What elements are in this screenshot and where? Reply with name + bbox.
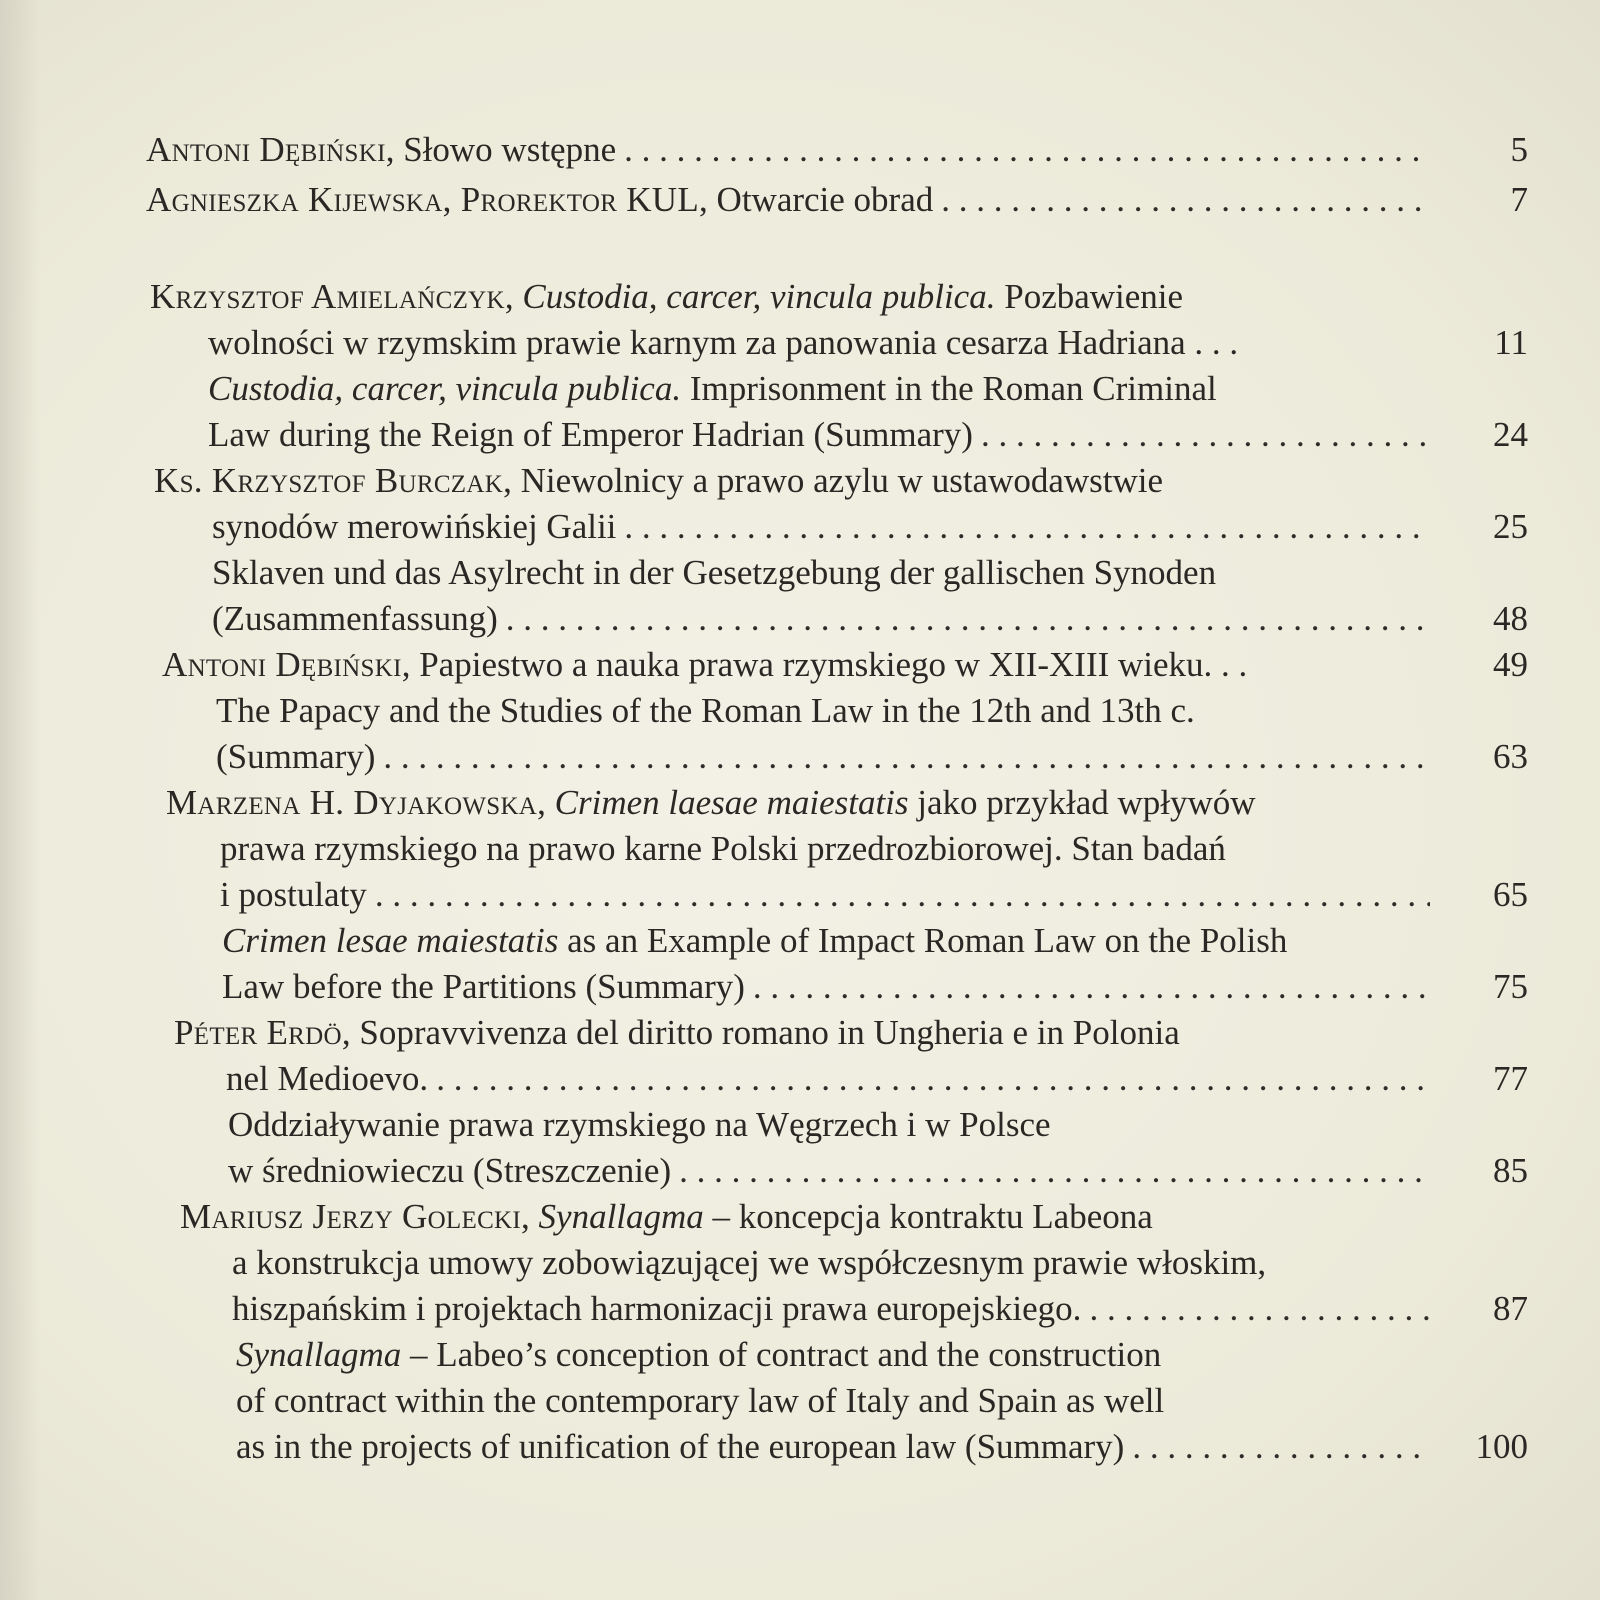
- author-name: Péter Erdö: [174, 1013, 342, 1052]
- toc-entry-heading: Mariusz Jerzy Golecki, Synallagma – koncepcja kontraktu Labeona: [180, 1197, 1153, 1236]
- page-number: 5: [1510, 130, 1528, 169]
- dot-leader: [624, 128, 1430, 172]
- entry-title: i postulaty: [220, 875, 367, 914]
- summary-title: as an Example of Impact Roman Law on the Polish: [567, 921, 1288, 960]
- toc-entry-line: [232, 1241, 1266, 1285]
- page-number: 48: [1493, 599, 1528, 638]
- toc-summary: [216, 735, 1528, 779]
- toc-entry-heading: Péter Erdö, Sopravvivenza del diritto romano in Ungheria e in Polonia: [174, 1013, 1180, 1052]
- toc-entry-text: Antoni Dębiński, Papiestwo a nauka prawa rzymskiego w XII-XIII wieku. . .: [162, 645, 1248, 684]
- entry-title: Sopravvivenza del diritto romano in Ungheria e in Polonia: [359, 1013, 1180, 1052]
- entry-title: synodów merowińskiej Galii: [212, 507, 617, 546]
- summary-title-italic: Crimen lesae maiestatis: [222, 921, 559, 960]
- summary-title: Law before the Partitions (Summary): [222, 967, 745, 1006]
- toc-entry-text: Agnieszka Kijewska, Prorektor KUL, Otwarcie obrad: [146, 180, 934, 219]
- toc-entry-line: [220, 827, 1226, 871]
- summary-title-italic: Synallagma: [236, 1335, 402, 1374]
- entry-title: jako przykład wpływów: [917, 783, 1256, 822]
- toc-entry: [220, 873, 1528, 917]
- dot-leader: [679, 1149, 1430, 1193]
- summary-title: (Zusammenfassung): [212, 599, 498, 638]
- entry-title: prawa rzymskiego na prawo karne Polski przedrozbiorowej. Stan badań: [220, 829, 1226, 868]
- summary-title: Sklaven und das Asylrecht in der Gesetzgebung der gallischen Synoden: [212, 553, 1217, 592]
- author-name: Antoni Dębiński: [146, 130, 386, 169]
- toc-summary: [212, 597, 1528, 641]
- page-number: 100: [1475, 1427, 1528, 1466]
- page-number: 63: [1493, 737, 1528, 776]
- page-number: 24: [1493, 415, 1528, 454]
- toc-entry: [232, 1287, 1528, 1331]
- toc-summary: [222, 965, 1528, 1009]
- toc-summary-heading: [228, 1103, 1051, 1147]
- entry-title-italic: Crimen laesae maiestatis: [554, 783, 909, 822]
- toc-summary-heading: [236, 1333, 1161, 1377]
- page-number: 25: [1493, 507, 1528, 546]
- entry-title: a konstrukcja umowy zobowiązującej we współczesnym prawie włoskim,: [232, 1243, 1267, 1282]
- author-name: Krzysztof Amielańczyk: [150, 277, 505, 316]
- author-name: Marzena H. Dyjakowska: [166, 783, 538, 822]
- summary-title: w średniowieczu (Streszczenie): [228, 1151, 672, 1190]
- entry-title: wolności w rzymskim prawie karnym za panowania cesarza Hadriana . . .: [208, 323, 1239, 362]
- dot-leader: [981, 413, 1430, 457]
- toc-entry-heading: Marzena H. Dyjakowska, Crimen laesae maiestatis jako przykład wpływów: [166, 783, 1256, 822]
- toc-summary-heading: [208, 367, 1217, 411]
- toc-summary-heading: [216, 689, 1195, 733]
- entry-title: Pozbawienie: [1004, 277, 1184, 316]
- page-number: 75: [1493, 967, 1528, 1006]
- dot-leader: [1132, 1425, 1430, 1469]
- dot-leader: [1089, 1287, 1430, 1331]
- entry-title: hiszpańskim i projektach harmonizacji prawa europejskiego.: [232, 1289, 1082, 1328]
- dot-leader: [383, 735, 1430, 779]
- entry-title-italic: Synallagma: [538, 1197, 704, 1236]
- toc-summary-line: [236, 1379, 1164, 1423]
- page-number: 11: [1494, 323, 1528, 362]
- toc-summary: [236, 1425, 1528, 1469]
- toc-summary-heading: [212, 551, 1216, 595]
- page-number: 77: [1493, 1059, 1528, 1098]
- entry-title: Słowo wstępne: [403, 130, 617, 169]
- dot-leader: [624, 505, 1430, 549]
- entry-title: Papiestwo a nauka prawa rzymskiego w XII-XIII wieku. . .: [419, 645, 1248, 684]
- summary-title: Imprisonment in the Roman Criminal: [689, 369, 1217, 408]
- summary-title: as in the projects of unification of the european law (Summary): [236, 1427, 1125, 1466]
- summary-title: (Summary): [216, 737, 376, 776]
- entry-title: Otwarcie obrad: [716, 180, 934, 219]
- toc-summary: [228, 1149, 1528, 1193]
- toc-entry: [208, 321, 1528, 365]
- summary-title: of contract within the contemporary law of Italy and Spain as well: [236, 1381, 1165, 1420]
- toc-entry: [146, 178, 1528, 222]
- author-name: Mariusz Jerzy Golecki: [180, 1197, 522, 1236]
- toc-entry-heading: Krzysztof Amielańczyk, Custodia, carcer, vincula publica. Pozbawienie: [150, 277, 1184, 316]
- page-number: 49: [1493, 645, 1528, 684]
- toc-summary-heading: [222, 919, 1287, 963]
- summary-title: Law during the Reign of Emperor Hadrian (Summary): [208, 415, 973, 454]
- dot-leader: [941, 178, 1430, 222]
- summary-title: Oddziaływanie prawa rzymskiego na Węgrzech i w Polsce: [228, 1105, 1051, 1144]
- toc-entry: [226, 1057, 1528, 1101]
- page-number: 85: [1493, 1151, 1528, 1190]
- toc-entry: [146, 128, 1528, 172]
- entry-title: Niewolnicy a prawo azylu w ustawodawstwie: [520, 461, 1164, 500]
- toc-entry: [162, 643, 1528, 687]
- entry-title-italic: Custodia, carcer, vincula publica.: [522, 277, 996, 316]
- entry-title: nel Medioevo.: [226, 1059, 429, 1098]
- summary-title-italic: Custodia, carcer, vincula publica.: [208, 369, 682, 408]
- toc-entry: [212, 505, 1528, 549]
- dot-leader: [436, 1057, 1430, 1101]
- page-number: 65: [1493, 875, 1528, 914]
- summary-title: The Papacy and the Studies of the Roman Law in the 12th and 13th c.: [216, 691, 1195, 730]
- page-number: 7: [1510, 180, 1528, 219]
- dot-leader: [375, 873, 1430, 917]
- dot-leader: [753, 965, 1430, 1009]
- author-name: Antoni Dębiński: [162, 645, 402, 684]
- dot-leader: [506, 597, 1430, 641]
- author-name: Ks. Krzysztof Burczak: [154, 461, 504, 500]
- toc-summary: [208, 413, 1528, 457]
- page-number: 87: [1493, 1289, 1528, 1328]
- toc-entry-heading: Ks. Krzysztof Burczak, Niewolnicy a prawo azylu w ustawodawstwie: [154, 461, 1164, 500]
- entry-title: – koncepcja kontraktu Labeona: [712, 1197, 1153, 1236]
- summary-title: – Labeo’s conception of contract and the construction: [410, 1335, 1162, 1374]
- toc-entry-text: Antoni Dębiński, Słowo wstępne: [146, 130, 617, 169]
- author-name: Agnieszka Kijewska, Prorektor KUL: [146, 180, 700, 219]
